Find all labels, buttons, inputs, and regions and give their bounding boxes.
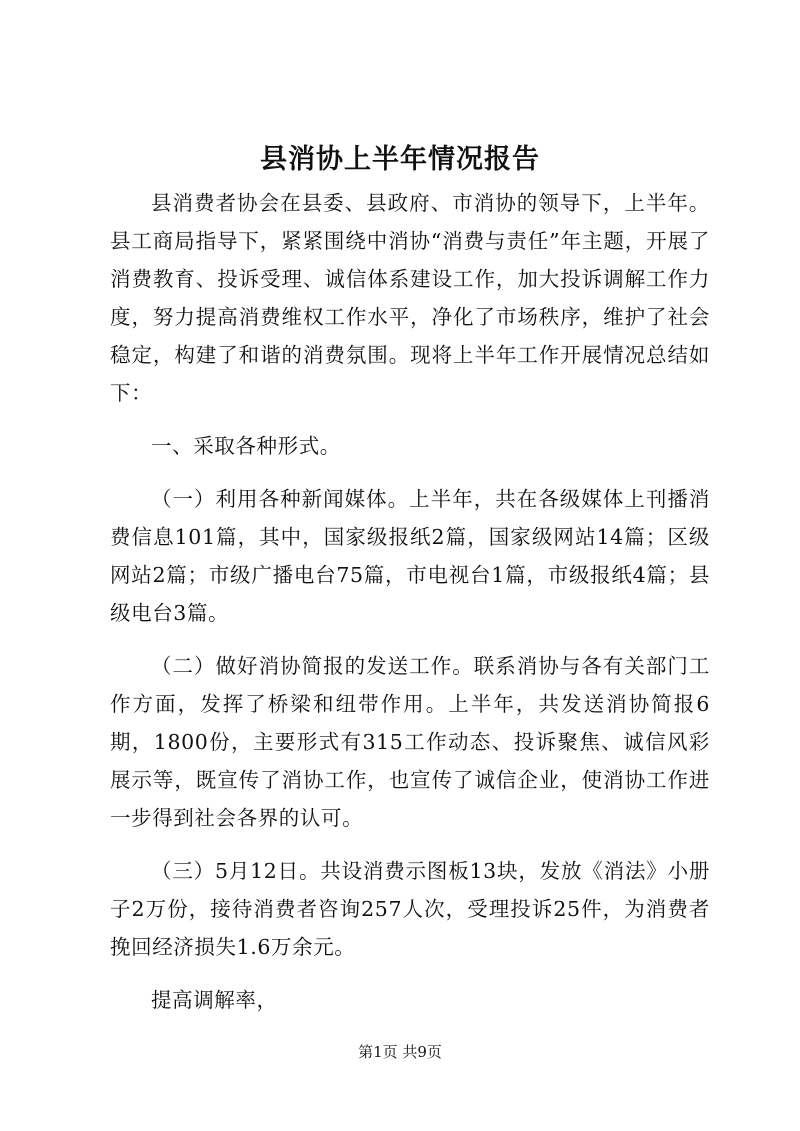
- document-title: 县消协上半年情况报告: [260, 144, 540, 175]
- page-footer: 第1页 共9页: [358, 1043, 442, 1061]
- paragraph-mediation: 提高调解率，: [151, 988, 278, 1012]
- document-body: [110, 184, 710, 1034]
- paragraph-media: （一）利用各种新闻媒体。上半年，共在各级媒体上刊播消费信息101篇，其中，国家级报纸2篇，国家级网站14篇；区级网站2篇；市级广播电台75篇，市电视台1篇，市级报纸4篇；县级电台3篇。: [110, 487, 710, 625]
- paragraph-bulletin: （二）做好消协简报的发送工作。联系消协与各有关部门工作方面，发挥了桥梁和纽带作用。上半年，共发送消协简报6期，1800份，主要形式有315工作动态、投诉聚焦、诚信风彩展示等，既宣传了消协工作，也宣传了诚信企业，使消协工作进一步得到社会各界的认可。: [110, 654, 710, 830]
- paragraph-event: （三）5月12日。共设消费示图板13块，发放《消法》小册子2万份，接待消费者咨询257人次，受理投诉25件，为消费者挽回经济损失1.6万余元。: [110, 859, 710, 959]
- section-heading: 一、采取各种形式。: [151, 434, 341, 458]
- paragraph-intro: 县消费者协会在县委、县政府、市消协的领导下，上半年。县工商局指导下，紧紧围绕中消协“消费与责任”年主题，开展了消费教育、投诉受理、诚信体系建设工作，加大投诉调解工作力度，努力提高消费维权工作水平，净化了市场秩序，维护了社会稳定，构建了和谐的消费氛围。现将上半年工作开展情况总结如下：: [110, 191, 710, 405]
